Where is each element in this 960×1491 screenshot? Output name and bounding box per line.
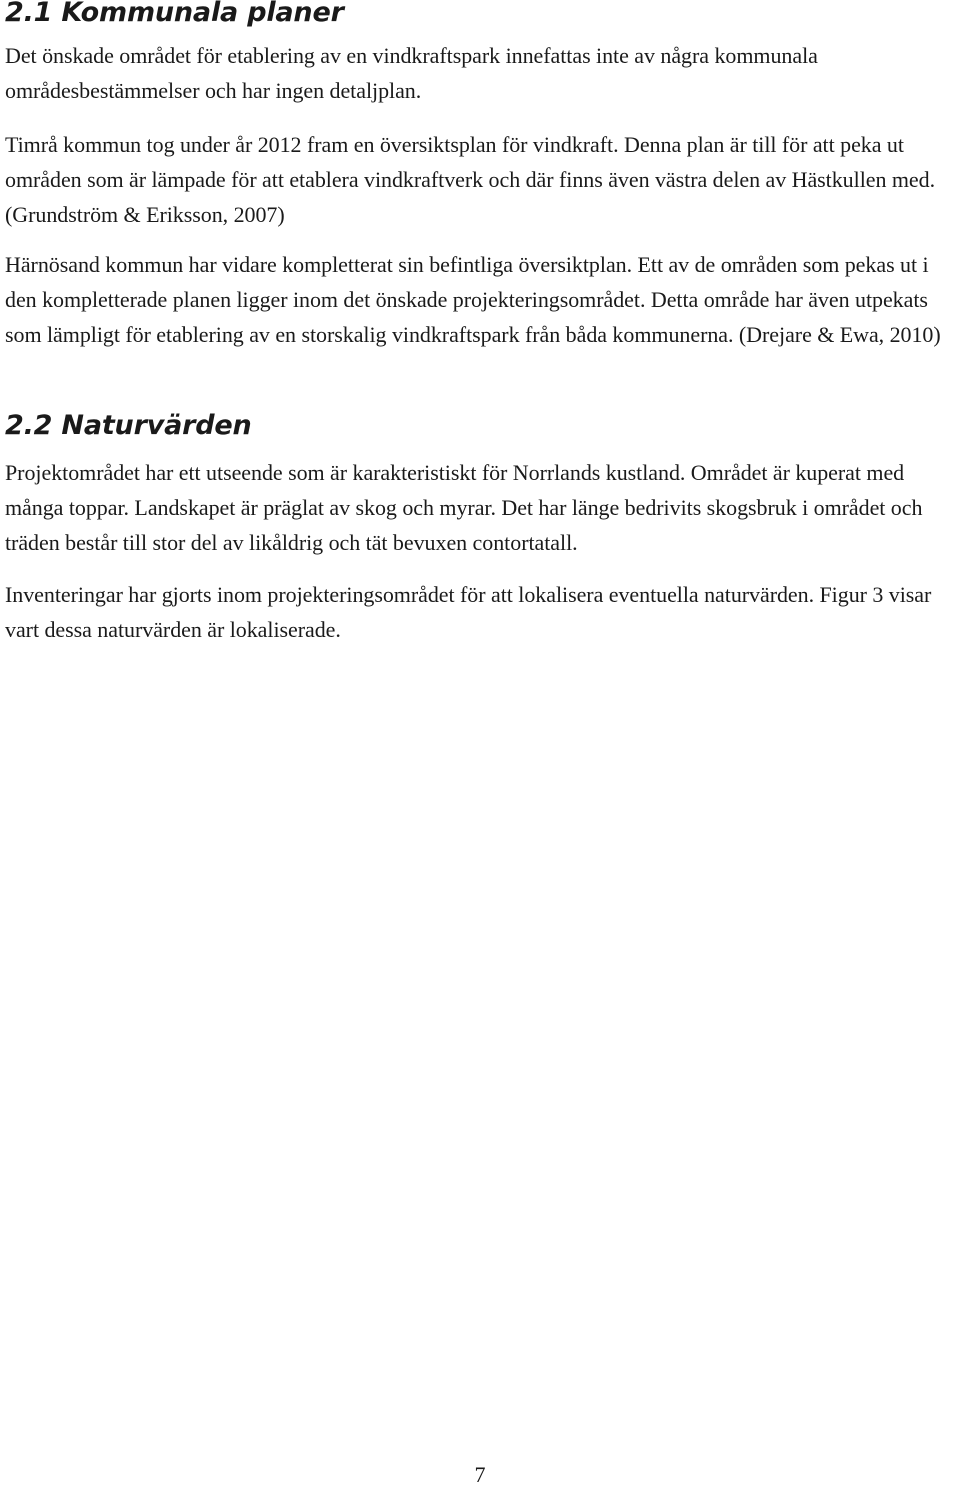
paragraph-inventeringar: Inventeringar har gjorts inom projekteringsområdet för att lokalisera eventuella naturvärden. Figur 3 visar vart dessa naturvärden är lokaliserade. [5,582,932,642]
paragraph-detaljplan: Det önskade området för etablering av en vindkraftspark innefattas inte av några kommunala områdesbestämmelser och har ingen detaljplan. [5,43,818,103]
paragraph-timra-kommun: Timrå kommun tog under år 2012 fram en översiktsplan för vindkraft. Denna plan är till för att peka ut områden som är lämpade för att etablera vindkraftverk och där finns även västra delen av Hästkullen med. (Grundström & Eriksson, 2007) [5,132,936,227]
section-heading-naturvarden: 2.2 Naturvärden [5,410,252,441]
paragraph-harnosand-kommun: Härnösand kommun har vidare kompletterat sin befintliga översiktplan. Ett av de områden som pekas ut i den kompletterade planen ligger inom det önskade projekteringsområdet. Detta område har även utpekats som lämpligt för etablering av en storskalig vindkraftspark från båda kommunerna. (Drejare & Ewa, 2010) [5,252,941,347]
paragraph-projektomradet: Projektområdet har ett utseende som är karakteristiskt för Norrlands kustland. Området är kuperat med många toppar. Landskapet är präglat av skog och myrar. Det har länge bedrivits skogsbruk i området och träden består till stor del av likåldrig och tät bevuxen contortatall. [5,460,923,555]
page-number: 7 [474,1462,486,1487]
section-heading-kommunala-planer: 2.1 Kommunala planer [5,0,344,28]
